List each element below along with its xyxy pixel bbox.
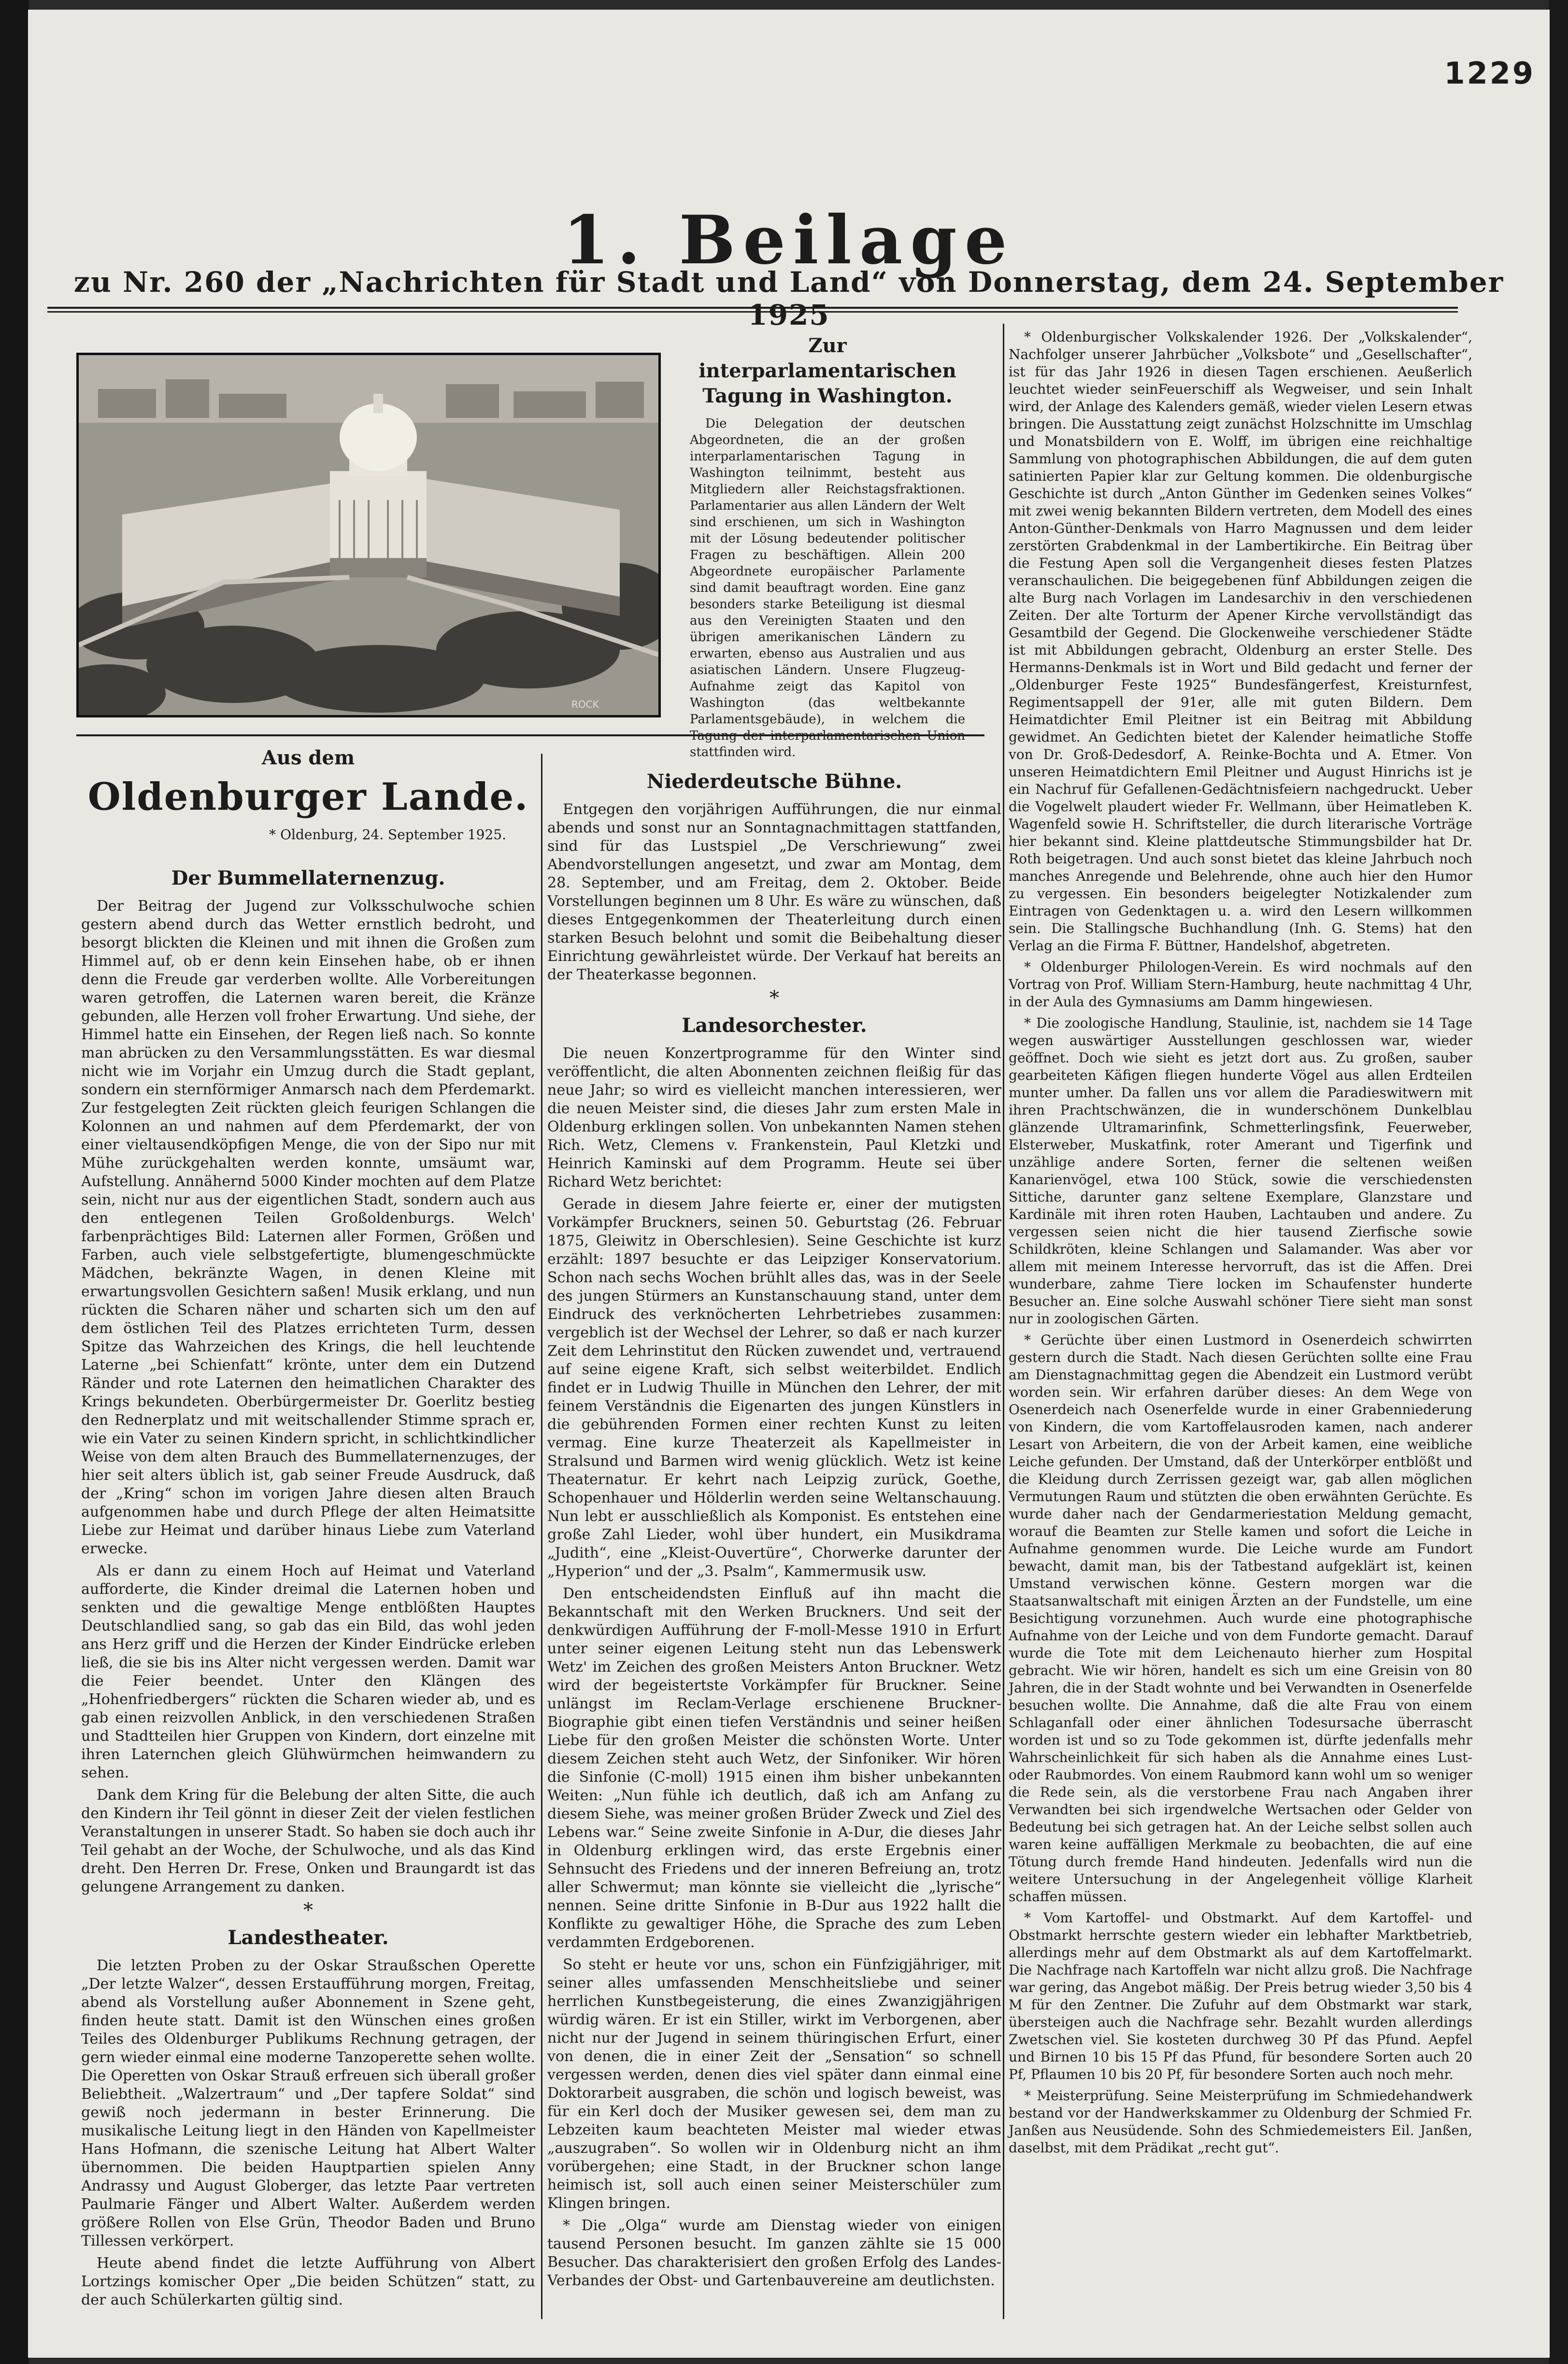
column-a (81, 860, 535, 2313)
column-divider-bc (1003, 324, 1004, 2319)
section-title-landesorchester: Landesorchester. (682, 1014, 867, 1037)
article-paragraph: Die letzten Proben zu der Oskar Straußschen Operette „Der letzte Walzer“, dessen Erstaufführung morgen, Freitag, abend als Vorstellung außer Abonnement in Szene geht, finden heute statt. Damit ist den Wünschen eines großen Teiles des Oldenburger Publikums Rechnung getragen, der gern wieder einmal eine moderne Tanzoperette sehen wollte. Die Operetten von Oskar Strauß erfreuen sich überall großer Beliebtheit. „Walzertraum“ und „Der tapfere Soldat“ sind gewiß noch jedermann in bester Erinnerung. Die musikalische Leitung liegt in den Händen von Kapellmeister Hans Hofmann, die szenische Leitung hat Albert Walter übernommen. Die beiden Hauptpartien spielen Anny Andrassy und August Globerger, das letzte Paar vertreten Paulmarie Fänger und Albert Walter. Außerdem werden größere Rollen von Else Grün, Theodor Baden und Bruno Tillessen verkörpert. (81, 1957, 535, 2249)
article-paragraph: * Vom Kartoffel- und Obstmarkt. Auf dem Kartoffel- und Obstmarkt herrschte gestern wieder ein lebhafter Marktbetrieb, allerdings mehr auf dem Obstmarkt als auf dem Kartoffelmarkt. Die Nachfrage nach Kartoffeln war nicht allzu groß. Die Nachfrage war gering, das Angebot mäßig. Der Preis betrug wieder 3,50 bis 4 M für den Zentner. Die Zufuhr auf dem Obstmarkt war stark, übersteigen auch die Nachfrage sehr. Bezahlt wurden allerdings Zwetschen viel. Sie kosteten durchweg 30 Pf das Pfund. Aepfel und Birnen 10 bis 15 Pf das Pfund, für besondere Sorten auch 20 Pf, Pflaumen 10 bis 20 Pf, für besondere Sorten auch noch mehr. (1009, 1910, 1472, 2082)
scan-border-left (0, 0, 29, 2364)
section-separator-star: * (303, 1899, 313, 1921)
article-paragraph: * Oldenburger Philologen-Verein. Es wird nochmals auf den Vortrag von Prof. William Stern-Hamburg, heute nachmittag 4 Uhr, in der Aula des Gymnasiums am Damm hingewiesen. (1009, 959, 1472, 1010)
section-title-bummellaternenzug: Der Bummellaternenzug. (171, 867, 445, 889)
page-number: 1229 (1444, 56, 1535, 91)
interparliamentary-body: Die Delegation der deutschen Abgeordneten, die an der großen interparlamentarischen Tagung in Washington teilnimmt, besteht aus Mitgliedern aller Reichstagsfraktionen. Parlamentarier aus allen Ländern der Welt sind erschienen, um sich in Washington mit der Lösung bedeutender politischer Fragen zu beschäftigen. Allein 200 Abgeordnete europäischer Parlamente sind damit beauftragt worden. Eine ganz besonders starke Beteiligung ist diesmal aus den Vereinigten Staaten und den übrigen amerikanischen Ländern zu erwarten, ebenso aus Australien und aus asiatischen Ländern. Unsere Flugzeug-Aufnahme zeigt das Kapitol von Washington (das weltbekannte Parlamentsgebäude), in welchem die stattfinden wird. (690, 416, 965, 759)
section-rule-photo (76, 734, 984, 736)
article-paragraph: Dank dem Kring für die Belebung der alten Sitte, die auch den Kindern ihr Teil gönnt in dieser Zeit der vielen festlichen Veranstaltungen in unserer Stadt. So haben sie doch auch ihr Teil gehabt an der Woche, der Schulwoche, und als das Kind dreht. Den Herren Dr. Frese, Onken und Braungardt ist das gelungene Arrangement zu danken. (81, 1787, 535, 1895)
interparliamentary-heading: Zur interparlamentarischen Tagung in Washington. (698, 334, 956, 407)
supplement-title: 1. Beilage (563, 201, 1015, 279)
capitol-drawing (79, 355, 658, 715)
supplement-subtitle: zu Nr. 260 der „Nachrichten für Stadt und Land“ von Donnerstag, dem 24. September 1925 (73, 266, 1504, 331)
article-paragraph: * Die zoologische Handlung, Staulinie, ist, nachdem sie 14 Tage wegen auswärtiger Ausstellungen geschlossen war, wieder geöffnet. Doch wie sieht es jetzt dort aus. Zu großen, sauber gearbeiteten Käfigen fliegen hunderte Vögel aus allen Erdteilen munter umher. Da fallen uns vor allem die Paradieswitwern mit ihren Prachtschwänzen, die in wunderschönem Dunkelblau glänzende Ultramarinfink, Schmetterlingsfink, Feuerweber, Elsterweber, Muskatfink, roter Amerant und Tigerfink und unzählige andere Sorten, ferner die seltenen weißen Kanarienvögel, etwa 100 Stück, sowie die verschiedensten Sittiche, darunter ganz seltene Exemplare, Glanzstare und Kardinäle mit ihren roten Hauben, Lachtauben und andere. Zu vergessen seien nicht die hier tausend Zierfische sowie Schildkröten, kleine Schlangen und Salamander. Was aber vor allem mit meinem Interesse hervorruft, das ist die Affen. Drei wunderbare, zahme Tiere locken im Schaufenster hunderte Besucher an. Eine solche Auswahl schöner Tiere sieht man sonst nur in zoologischen Gärten. (1009, 1015, 1472, 1327)
column-divider-ab (541, 754, 542, 2319)
section-separator-star: * (770, 987, 779, 1009)
capitol-aerial-photo (76, 353, 661, 717)
interparliamentary-article (690, 329, 965, 764)
oldenburg-header (81, 746, 535, 844)
article-paragraph: Heute abend findet die letzte Aufführung von Albert Lortzings komischer Oper „Die beiden Schützen“ statt, zu der auch Schülerkarten gültig sind. (81, 2255, 535, 2308)
photo-credit-mark: ROCK (571, 699, 599, 710)
newspaper-page (28, 10, 1550, 2358)
article-paragraph: Als er dann zu einem Hoch auf Heimat und Vaterland aufforderte, die Kinder dreimal die Laternen hoben und senkten und die gewaltige Menge entblößten Hauptes Deutschlandlied sang, so gab das ein Bild, das wohl jeden ans Herz griff und die Herzen der Kinder Eindrücke erleben ließ, die sie bis ins Alter nicht vergessen werden. Damit war die Feier beendet. Unter den Klängen des „Hohenfriedbergers“ rückten die Scharen wieder ab, und es gab einen reizvollen Anblick, in den verschiedenen Straßen und Stadtteilen hier Gruppen von Kindern, dort einzelne mit ihren Laternchen gleich Glühwürmchen heimwandern zu sehen. (81, 1562, 535, 1781)
oldenburg-title: Oldenburger Lande. (87, 775, 529, 819)
article-paragraph: Den entscheidendsten Einfluß auf ihn macht die Bekanntschaft mit den Werken Bruckners. Und seit der denkwürdigen Aufführung der F-moll-Messe 1910 in Erfurt unter seiner eigenen Leitung steht nun das Lebenswerk Wetz' im Zeichen des großen Meisters Anton Bruckner. Wetz wird der begeistertste Vorkämpfer für Bruckner. Seine unlängst im Reclam-Verlage erschienene Bruckner-Biographie gibt einen tiefen Verständnis und seiner heißen Liebe für den großen Meister die schönsten Worte. Unter diesem Zeichen steht auch Wetz, der Sinfoniker. Wir hören die Sinfonie (C-moll) 1915 einen ihm bisher unbekannten Weiten: „Nun fühle ich deutlich, daß ich am Anfang zu diesem Siehe, was meiner großen Brüder Zweck und Ziel des Lebens war.“ Seine zweite Sinfonie in A-Dur, die dieses Jahr in Oldenburg erklingen wird, das erste Ergebnis einer Sehnsucht des Friedens und der inneren Befreiung an, trotz aller Schwermut; man könnte sie vielleicht die „lyrische“ nennen. Seine dritte Sinfonie in B-Dur aus 1922 hallt die Konflikte zu gewaltiger Höhe, die Sprache des zum Leben verdammten Erdgeborenen. (547, 1585, 1001, 1951)
section-title-niederdeutsche-buehne: Niederdeutsche Bühne. (646, 770, 902, 793)
article-paragraph: Der Beitrag der Jugend zur Volksschulwoche schien gestern abend durch das Wetter ernstlich bedroht, und besorgt blickten die Kleinen und mit ihnen die Großen zum Himmel auf, ob er denn kein Einsehen habe, ob er ihnen denn die Freude gar verderben wollte. Alle Vorbereitungen waren getroffen, die Laternen waren bereit, die Kränze gebunden, alle Herzen voll froher Erwartung. Und siehe, der Himmel hatte ein Einsehen, der Regen ließ nach. So konnte man abrücken zu den Versammlungsstätten. Es war diesmal nicht wie im Vorjahr ein Umzug durch die Stadt geplant, sondern ein sternförmiger Anmarsch nach dem Pferdemarkt. Zur festgelegten Zeit rückten gleich feurigen Schlangen die Kolonnen an und nahmen auf dem Pferdemarkt, der von einer vieltausendköpfigen Menge, die von der Sipo nur mit Mühe zurückgehalten werden konnte, umsäumt war, Aufstellung. Annähernd 5000 Kinder mochten auf dem Platze sein, nicht nur aus der eigentlichen Stadt, sondern auch aus den entlegenen Teilen Großoldenburgs. Welch' farbenprächtiges Bild: Laternen aller Formen, Größen und Farben, auch viele selbstgefertigte, blumengeschmückte Mädchen, bekränzte Wagen, in denen Kleine mit erwartungsvollen Gesichtern saßen! Musik erklang, und nun rückten die Scharen näher und scharten sich um den auf dem östlichen Teil des Platzes errichteten Turm, dessen Spitze das Wahrzeichen des Krings, die hell leuchtende Laterne „bei Schienfatt“ krönte, unter dem ein Dutzend Ränder und rote Laternen den heimatlichen Charakter des Krings bekundeten. Oberbürgermeister Dr. Goerlitz bestieg den Rednerplatz und mit weitschallender Stimme sprach er, wie ein Vater zu seinen Kindern spricht, in schlichtkindlicher Weise von dem alten Brauch des Bummellaternenzuges, der hier seit alters üblich ist, gab seiner Freude Ausdruck, daß der „Kring“ schon im vorigen Jahre diesen alten Brauch aufgenommen habe und durch Pflege der alten Heimatsitte Liebe zur Heimat und darüber hinaus Liebe zum Vaterland erwecke. (81, 898, 535, 1557)
article-paragraph: So steht er heute vor uns, schon ein Fünfzigjähriger, mit seiner alles umfassenden Menschheitsliebe und seiner herrlichen Kunstbegeisterung, die eines Zwanzigjährigen würdig wären. Er ist ein Stiller, wirkt im Verborgenen, aber nicht nur der Jugend in seinem thüringischen Erfurt, einer von denen, die in einer Zeit der „Sensation“ so schnell vergessen werden, denen dies viel später dann einmal eine Doktorarbeit ausgraben, die schön und logisch beweist, was für ein Kerl doch der Musiker gewesen sei, dem man zu Lebzeiten kaum beachteten Meister mal wieder etwas „auszugraben“. So wollen wir in Oldenburg nicht an ihm vorübergehen; eine Stadt, in der Bruckner schon lange heimisch ist, soll auch einen seiner Meisterschüler zum Klingen bringen. (547, 1956, 1001, 2212)
oldenburg-dateline: * Oldenburg, 24. September 1925. (269, 827, 506, 843)
column-c (1009, 329, 1472, 2161)
article-paragraph: Entgegen den vorjährigen Aufführungen, die nur einmal abends und sonst nur an Sonntagnachmittagen stattfanden, sind für das Lustspiel „De Verschriewung“ zwei Abendvorstellungen angesetzt, und zwar am Montag, dem 28. September, und am Freitag, dem 2. Oktober. Beide Vorstellungen beginnen um 8 Uhr. Es wäre zu wünschen, daß dieses Entgegenkommen der Theaterleitung durch einen starken Besuch belohnt und somit die Beibehaltung dieser Einrichtung gewährleistet würde. Der Verkauf hat bereits an der Theaterkasse begonnen. (547, 801, 1001, 983)
column-b (547, 763, 1001, 2294)
article-paragraph: * Die „Olga“ wurde am Dienstag wieder von einigen tausend Personen besucht. Im ganzen zählte sie 15 000 Besucher. Das charakterisiert den großen Erfolg des Landes-Verbandes der Obst- und Gartenbauvereine am deutlichsten. (547, 2217, 1001, 2289)
section-title-landestheater: Landestheater. (228, 1926, 389, 1949)
oldenburg-kicker: Aus dem (261, 746, 355, 769)
masthead-rule (47, 307, 1458, 313)
article-paragraph: * Meisterprüfung. Seine Meisterprüfung im Schmiedehandwerk bestand vor der Handwerkskammer zu Oldenburg der Schmied Fr. Janßen aus Neusüdende. Sohn des Schmiedemeisters Eil. Janßen, daselbst, mit dem Prädikat „recht gut“. (1009, 2088, 1472, 2156)
article-paragraph: Gerade in diesem Jahre feierte er, einer der mutigsten Vorkämpfer Bruckners, seinen 50. Geburtstag (26. Februar 1875, Gleiwitz in Oberschlesien). Seine Geschichte ist kurz erzählt: 1897 besuchte er das Leipziger Konservatorium. Schon nach sechs Wochen brühlt alles das, was in der Seele des jungen Stürmers an Kunstanschauung stand, unter dem Eindruck des verknöcherten Lehrbetriebes zusammen: vergeblich ist der Wechsel der Lehrer, so daß er nach kurzer Zeit dem Lehrinstitut den Rücken zuwendet und, vertrauend auf seine eigene Kraft, sich selbst weiterbildet. Endlich findet er in Ludwig Thuille in München den Lehrer, der mit feinem Verständnis die Eigenarten des jungen Künstlers in die gebührenden Formen einer rechten Kunst zu leiten vermag. Eine kurze Theaterzeit als Kapellmeister in Stralsund und Barmen wird wenig glücklich. Wetz ist keine Theaternatur. Er kehrt nach Leipzig zurück, Goethe, Schopenhauer und Hölderlin werden seine Weltanschauung. Nun lebt er ausschließlich als Komponist. Es entstehen eine große Zahl Lieder, wohl über hundert, ein Musikdrama „Judith“, eine „Kleist-Ouvertüre“, Chorwerke darunter der „Hyperion“ und der „3. Psalm“, Kammermusik usw. (547, 1196, 1001, 1580)
scan-border-right (1549, 0, 1568, 2364)
article-paragraph: Die neuen Konzertprogramme für den Winter sind veröffentlicht, die alten Abonnenten zeichnen fleißig für das neue Jahr; so wird es vielleicht manchen interessieren, wer die neuen Meister sind, die dieses Jahr zum ersten Male in Oldenburg erklingen sollen. Von unbekannten Namen stehen Rich. Wetz, Clemens v. Frankenstein, Paul Kletzki und Heinrich Kaminski auf dem Programm. Heute sei über Richard Wetz berichtet: (547, 1045, 1001, 1190)
article-paragraph: * Oldenburgischer Volkskalender 1926. Der „Volkskalender“, Nachfolger unserer Jahrbücher „Volksbote“ und „Gesellschafter“, ist für das Jahr 1926 in diesen Tagen erschienen. Aeußerlich leuchtet wieder seinFeuerschiff als Wegweiser, und sein Inhalt wird, der Anlage des Kalenders gemäß, wieder vielen Lesern etwas bringen. Die Ausstattung zeigt zunächst Holzschnitte im Umschlag und Monatsbildern von E. Wolff, im übrigen eine reichhaltige Sammlung von photographischen Abbildungen, die auf dem guten satinierten Papier klar zur Geltung kommen. Die oldenburgische Geschichte ist durch „Anton Günther im Gedenken seines Volkes“ mit zwei wenig bekannten Bildern vertreten, dem Modell des eines Anton-Günther-Denkmals von Harro Magnussen und dem leider zerstörten Grabdenkmal in der Lambertikirche. Ein Beitrag über die Festung Apen soll die Vergangenheit dieses festen Platzes veranschaulichen. Die beigegebenen fünf Abbildungen zeigen die alte Burg nach Vorlagen im Landesarchiv in den verschiedenen Zeiten. Der alte Torturm der Apener Kirche vervollständigt das Gesamtbild der Gegend. Die Glockenweihe verschiedener Städte ist mit Abbildungen gebracht, Oldenburg an erster Stelle. Des Hermanns-Denkmals ist in Wort und Bild gedacht und ferner der „Oldenburger Feste 1925“ Bundesfängerfest, Kreisturnfest, Regimentsappell der 91er, alle mit guten Bildern. Dem Heimatdichter Emil Pleitner ist ein Beitrag mit Abbildung gewidmet. An Gedichten bietet der Kalender heimatliche Stoffe von Dr. Groß-Dedesdorf, A. Reinke-Bochta und A. Etmer. Von unseren Heimatdichtern Emil Pleitner und August Hinrichs ist je ein Nachruf für Gefallenen-Gedächtnisfeiern nachgedruckt. Ueber die Vogelwelt plaudert wieder Fr. Wellmann, über Heimatleben K. Wagenfeld sowie H. Schriftsteller, die durch literarische Vorträge hier bekannt sind. Kleine plattdeutsche Stimmungsbilder hat Dr. Roth beigetragen. Und auch sonst bietet das kleine Jahrbuch noch manches Anregende und Belehrende, ohne auch hier den Humor zu vergessen. Ein besonders beigelegter Notizkalender zum Eintragen von Gedenktagen u. a. wird den Lesern willkommen sein. Die Stallingsche Buchhandlung (Inh. G. Stems) hat den Verlag an die Firma F. Büttner, Handelshof, abgetreten. (1009, 329, 1472, 954)
article-paragraph: * Gerüchte über einen Lustmord in Osenerdeich schwirrten gestern durch die Stadt. Nach diesen Gerüchten sollte eine Frau am Dienstagnachmittag gegen die Abendzeit ein Lustmord verübt worden sein. Wir erfahren darüber dieses: An dem Wege von Osenerdeich nach Osenerfelde wurde in einer Grabenniederung von Kindern, die vom Kartoffelausroden kamen, nach anderer Lesart von Arbeitern, die von der Arbeit kamen, eine weibliche Leiche gefunden. Der Umstand, daß der Unterkörper entblößt und die Kleidung durch Zerrissen gezeigt war, gab allen möglichen Vermutungen Raum und stützten die oben erwähnten Gerüchte. Es wurde daher nach der Gendarmeriestation Meldung gemacht, worauf die Beamten zur Stelle kamen und sofort die Leiche in Aufnahme genommen wurde. Die Leiche wurde am Fundort bewacht, damit man, bis der Tatbestand aufgeklärt ist, keinen Umstand verwischen könne. Gestern morgen war die Staatsanwaltschaft mit einigen Ärzten an der Fundstelle, um eine Besichtigung vorzunehmen. Auch wurde eine photographische Aufnahme von der Leiche und von dem Fundorte gemacht. Darauf wurde die Tote mit dem Leichenauto hierher zum Hospital gebracht. Wie wir hören, handelt es sich um eine Greisin von 80 Jahren, die in der Stadt wohnte und bei Verwandten in Osenerfelde besuchen wollte. Die Annahme, daß die alte Frau von einem Schlaganfall oder einer ähnlichen Todesursache überrascht worden ist und so zu Tode gekommen ist, dürfte jedenfalls mehr Wahrscheinlichkeit für sich haben als die Annahme eines Lust- oder Raubmordes. Von einem Raubmord kann wohl um so weniger die Rede sein, als die verstorbene Frau nach Angaben ihrer Verwandten bei sich irgendwelche Wertsachen oder Gelder von Bedeutung bei sich getragen hat. An der Leiche selbst sollen auch waren keine auffälligen Merkmale zu beobachten, die auf eine Tötung durch fremde Hand hindeuten. Jedenfalls wird nun die weitere Untersuchung in der Angelegenheit völlige Klarheit schaffen müssen. (1009, 1332, 1472, 1905)
